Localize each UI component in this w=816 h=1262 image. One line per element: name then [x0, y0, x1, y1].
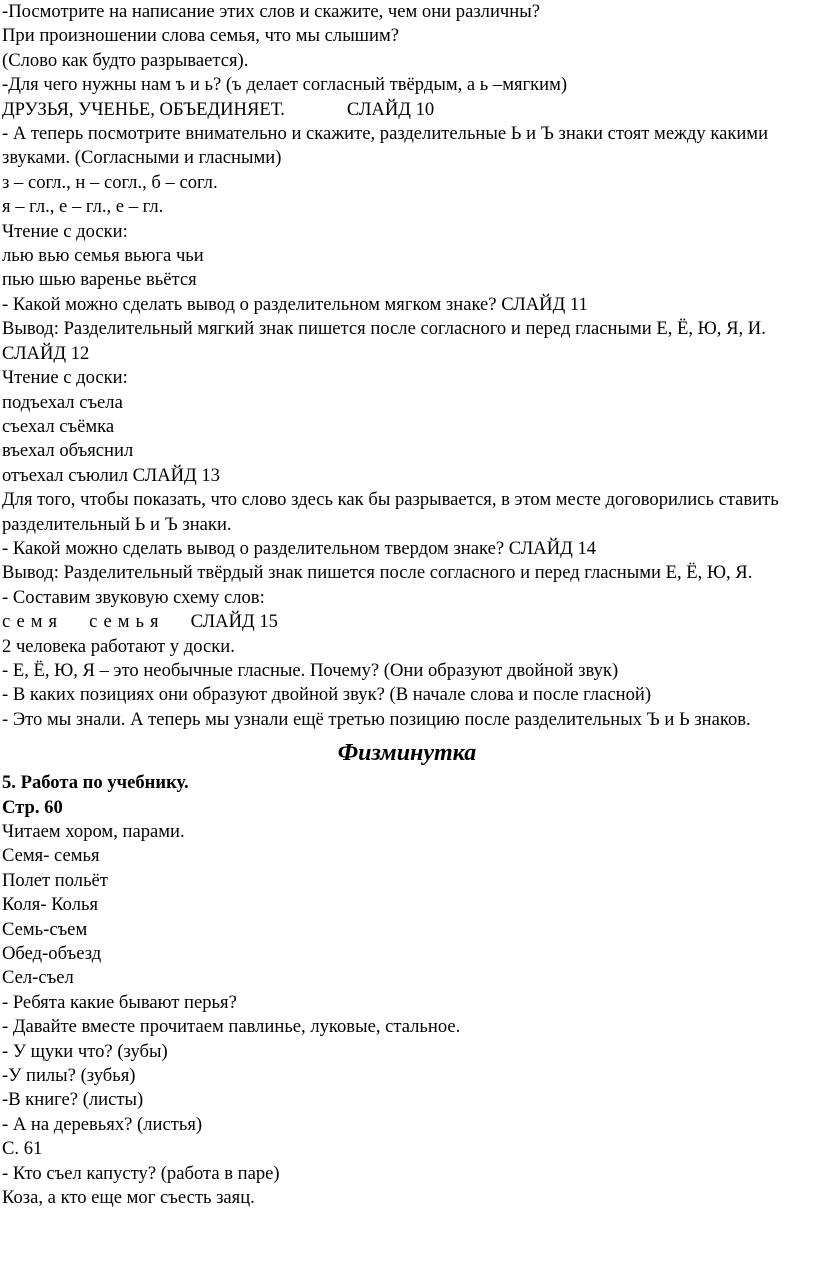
- text-line: Коля- Колья: [2, 894, 99, 916]
- paragraph-word-break: Для того, чтобы показать, что слово здесь как бы разрывается, в этом месте договорились ставить разделительный Ь и Ъ знаки.: [2, 489, 779, 535]
- text-line: - Кто съел капусту? (работа в паре): [2, 1162, 280, 1184]
- question-hard-sign: - Какой можно сделать вывод о разделительном твердом знаке? СЛАЙД 14: [2, 537, 597, 559]
- text-line: съехал съёмка: [2, 415, 115, 437]
- text-line: Обед-объезд: [2, 943, 102, 965]
- text-line: - А на деревьях? (листья): [2, 1113, 203, 1135]
- text-line: (Слово как будто разрывается).: [2, 49, 249, 71]
- text-line: лью вью семья вьюга чьи: [2, 245, 204, 267]
- text-line: Семь-съем: [2, 918, 88, 940]
- conclusion-hard-sign: Вывод: Разделительный твёрдый знак пишется после согласного и перед гласными Е, Ё, Ю, Я.: [2, 562, 753, 584]
- text-line: - В каких позициях они образуют двойной звук? (В начале слова и после гласной): [2, 684, 652, 706]
- text-line: Полет польёт: [2, 869, 108, 891]
- text-line: -Для чего нужны нам ъ и ь? (ъ делает согласный твёрдым, а ь –мягким): [2, 74, 568, 96]
- text-line: - Давайте вместе прочитаем павлинье, луковые, стальное.: [2, 1016, 461, 1038]
- paragraph-third-position: - Это мы знали. А теперь мы узнали ещё третью позицию после разделительных Ъ и Ь знаков.: [2, 708, 751, 730]
- scheme-word-semya: семя: [2, 611, 64, 633]
- slide-10-line: [2, 98, 812, 122]
- section-title: Физминутка: [337, 740, 477, 767]
- text-line: Коза, а кто еще мог съесть заяц.: [2, 1187, 255, 1209]
- text-line: Чтение с доски:: [2, 367, 128, 389]
- text-line: -У пилы? (зубья): [2, 1065, 136, 1087]
- text-line: При произношении слова семья, что мы слышим?: [2, 25, 399, 47]
- text-line: 2 человека работают у доски.: [2, 635, 235, 657]
- text-line: -В книге? (листы): [2, 1089, 144, 1111]
- text-line: Семя- семья: [2, 845, 100, 867]
- text-line: пью шью варенье вьётся: [2, 269, 197, 291]
- text-line: Читаем хором, парами.: [2, 821, 185, 842]
- slide-10-words: ДРУЗЬЯ, УЧЕНЬЕ, ОБЪЕДИНЯЕТ.: [2, 98, 285, 120]
- slide-10-label: СЛАЙД 10: [346, 98, 435, 120]
- sound-scheme-line: [2, 610, 812, 634]
- paragraph-between-sounds: - А теперь посмотрите внимательно и скажите, разделительные Ь и Ъ знаки стоят между какими звуками. (Согласными и гласными): [2, 123, 769, 169]
- text-line: - Е, Ё, Ю, Я – это необычные гласные. Почему? (Они образуют двойной звук): [2, 659, 619, 681]
- heading-textbook-work: 5. Работа по учебнику.: [2, 772, 189, 794]
- text-line: - У щуки что? (зубы): [2, 1040, 168, 1062]
- text-line: - Ребята какие бывают перья?: [2, 991, 237, 1013]
- scheme-word-semya-soft: семья: [89, 611, 165, 633]
- text-line: я – гл., е – гл., е – гл.: [2, 196, 164, 218]
- text-line: Сел-съел: [2, 967, 74, 989]
- scheme-slide-label: СЛАЙД 15: [190, 611, 278, 633]
- text-line: С. 61: [2, 1138, 43, 1160]
- text-line: -Посмотрите на написание этих слов и скажите, чем они различны?: [2, 1, 540, 22]
- scheme-intro: - Составим звуковую схему слов:: [2, 586, 265, 608]
- text-line: въехал объяснил: [2, 440, 134, 462]
- text-line: Чтение с доски:: [2, 220, 128, 242]
- text-line: з – согл., н – согл., б – согл.: [2, 171, 218, 193]
- conclusion-soft-sign: Вывод: Разделительный мягкий знак пишется после согласного и перед гласными Е, Ё, Ю, Я, И.: [2, 318, 766, 340]
- text-line: подъехал съела: [2, 391, 123, 413]
- text-line: СЛАЙД 12: [2, 342, 90, 364]
- heading-page-number: Стр. 60: [2, 796, 63, 818]
- text-line: отъехал съюлил СЛАЙД 13: [2, 464, 220, 486]
- text-line: - Какой можно сделать вывод о разделительном мягком знаке? СЛАЙД 11: [2, 293, 588, 315]
